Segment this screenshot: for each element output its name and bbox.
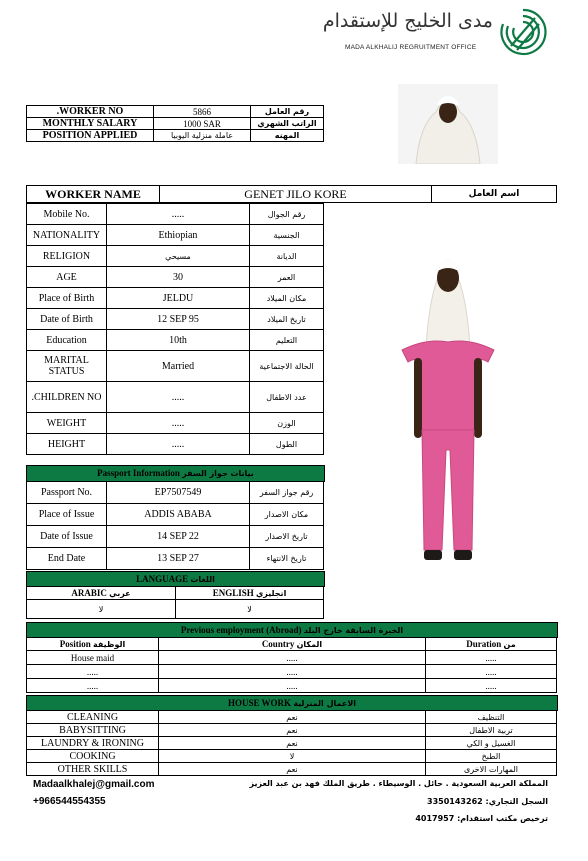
children-label-ar: عدد الاطفال <box>250 382 324 413</box>
full-body-photo <box>396 250 500 572</box>
position-header-en: Position <box>59 639 91 649</box>
table-row <box>27 330 324 351</box>
passport-no-label: Passport No. <box>27 482 107 504</box>
house-work-table <box>26 710 557 776</box>
issue-place-label: Place of Issue <box>27 504 107 526</box>
table-row <box>27 548 324 570</box>
height-label: HEIGHT <box>27 434 107 455</box>
country-header-en: Country <box>261 639 295 649</box>
laundry-value: نعم <box>159 737 426 750</box>
nationality-label-ar: الجنسية <box>250 225 324 246</box>
table-row <box>27 267 324 288</box>
headshot-photo <box>398 84 498 164</box>
position-column-header <box>27 638 159 651</box>
passport-header-ar: بيانات جواز السفر <box>182 469 254 478</box>
position-value: عاملة منزلية اليوبيا <box>154 130 251 142</box>
footer-address: المملكة العربية السعودية . حائل . الوسيطاء . طريق الملك فهد بن عبد العزيز <box>249 779 548 788</box>
worker-no-row <box>27 106 324 118</box>
employment-header-en: Previous employment (Abroad) <box>180 625 302 635</box>
mobile-value: ..... <box>107 204 250 225</box>
mobile-label-ar: رقم الجوال <box>250 204 324 225</box>
employment-position: ..... <box>27 665 159 679</box>
cleaning-label-ar: التنظيف <box>426 711 557 724</box>
table-row <box>27 225 324 246</box>
worker-no-label-ar: رقم العامل <box>251 106 324 118</box>
employment-country: ..... <box>159 665 426 679</box>
cooking-label-ar: الطبخ <box>426 750 557 763</box>
logo-emblem-icon <box>497 6 549 58</box>
table-row <box>27 679 557 693</box>
table-row <box>27 288 324 309</box>
end-date-label-ar: تاريخ الانتهاء <box>250 548 324 570</box>
education-value: 10th <box>107 330 250 351</box>
table-row <box>27 413 324 434</box>
birthplace-label: Place of Birth <box>27 288 107 309</box>
duration-column-header <box>426 638 557 651</box>
weight-label-ar: الوزن <box>250 413 324 434</box>
religion-value: مسيحي <box>107 246 250 267</box>
education-label: Education <box>27 330 107 351</box>
house-work-header-ar: الاعمال المنزلية <box>293 699 357 708</box>
table-row <box>27 724 557 737</box>
table-row <box>27 763 557 776</box>
children-value: ..... <box>107 382 250 413</box>
mobile-label: Mobile No. <box>27 204 107 225</box>
license-label: ترخيص مكتب استقدام: <box>457 814 548 823</box>
other-skills-label-ar: المهارات الاخرى <box>426 763 557 776</box>
end-date-label: End Date <box>27 548 107 570</box>
worker-name-label-ar: اسم العامل <box>432 186 557 203</box>
laundry-label-ar: الغسيل و الكي <box>426 737 557 750</box>
birthdate-value: 12 SEP 95 <box>107 309 250 330</box>
cleaning-label: CLEANING <box>27 711 159 724</box>
personal-details-table <box>26 203 324 455</box>
footer-cr <box>427 797 548 806</box>
top-info-table <box>26 105 324 142</box>
babysitting-label: BABYSITTING <box>27 724 159 737</box>
other-skills-label: OTHER SKILLS <box>27 763 159 776</box>
language-table <box>26 586 324 619</box>
logo <box>322 6 555 56</box>
table-row <box>27 651 557 665</box>
cleaning-value: نعم <box>159 711 426 724</box>
arabic-label-en: ARABIC <box>71 588 107 598</box>
language-header <box>26 571 325 587</box>
employment-duration: ..... <box>426 679 557 693</box>
passport-table <box>26 481 324 570</box>
table-row <box>27 382 324 413</box>
worker-no-label: .WORKER NO <box>27 106 154 118</box>
employment-header <box>26 622 558 638</box>
issue-date-value: 14 SEP 22 <box>107 526 250 548</box>
english-level-value: لا <box>176 600 324 619</box>
babysitting-value: نعم <box>159 724 426 737</box>
marital-label-ar: الحالة الاجتماعية <box>250 351 324 382</box>
english-language-label <box>176 587 324 600</box>
passport-no-value: EP7507549 <box>107 482 250 504</box>
position-label-ar: المهنه <box>251 130 324 142</box>
worker-name-label: WORKER NAME <box>27 186 160 203</box>
table-row <box>27 482 324 504</box>
house-work-header <box>26 695 558 711</box>
table-row <box>27 504 324 526</box>
salary-label: MONTHLY SALARY <box>27 118 154 130</box>
height-value: ..... <box>107 434 250 455</box>
cooking-value: لا <box>159 750 426 763</box>
english-label-en: ENGLISH <box>212 588 254 598</box>
table-row <box>27 665 557 679</box>
license-number: 4017957 <box>415 814 455 823</box>
country-column-header <box>159 638 426 651</box>
babysitting-label-ar: تربية الاطفال <box>426 724 557 737</box>
salary-label-ar: الراتب الشهري <box>251 118 324 130</box>
issue-place-label-ar: مكان الاصدار <box>250 504 324 526</box>
birthdate-label-ar: تاريخ الميلاد <box>250 309 324 330</box>
table-row <box>27 711 557 724</box>
table-row <box>27 750 557 763</box>
cr-number: 3350143262 <box>427 797 483 806</box>
logo-arabic: مدى الخليج للإستقدام <box>322 10 493 32</box>
house-work-header-en: HOUSE WORK <box>227 698 292 708</box>
issue-date-label-ar: تاريخ الاصدار <box>250 526 324 548</box>
weight-value: ..... <box>107 413 250 434</box>
logo-english: MADA ALKHALIJ REGRUITMENT OFFICE <box>345 44 477 51</box>
religion-label: RELIGION <box>27 246 107 267</box>
employment-duration: ..... <box>426 665 557 679</box>
employment-position: ..... <box>27 679 159 693</box>
language-header-ar: اللغات <box>190 575 215 584</box>
religion-label-ar: الديانة <box>250 246 324 267</box>
birthdate-label: Date of Birth <box>27 309 107 330</box>
arabic-language-label <box>27 587 176 600</box>
table-row <box>27 434 324 455</box>
laundry-label: LAUNDRY & IRONING <box>27 737 159 750</box>
employment-country: ..... <box>159 679 426 693</box>
nationality-label: NATIONALITY <box>27 225 107 246</box>
education-label-ar: التعليم <box>250 330 324 351</box>
nationality-value: Ethiopian <box>107 225 250 246</box>
salary-value: 1000 SAR <box>154 118 251 130</box>
duration-header-ar: من <box>503 640 516 649</box>
salary-row <box>27 118 324 130</box>
worker-name-value: GENET JILO KORE <box>160 186 432 203</box>
footer-phone[interactable]: +966544554355 <box>33 796 106 807</box>
table-row <box>27 204 324 225</box>
arabic-level-value: لا <box>27 600 176 619</box>
marital-value: Married <box>107 351 250 382</box>
language-header-en: LANGUAGE <box>136 574 189 584</box>
age-label-ar: العمر <box>250 267 324 288</box>
passport-no-label-ar: رقم جواز السفر <box>250 482 324 504</box>
birthplace-value: JELDU <box>107 288 250 309</box>
footer-license <box>415 814 548 823</box>
other-skills-value: نعم <box>159 763 426 776</box>
marital-label: MARITAL STATUS <box>27 351 107 382</box>
age-label: AGE <box>27 267 107 288</box>
table-row <box>27 737 557 750</box>
table-row <box>27 351 324 382</box>
employment-position: House maid <box>27 651 159 665</box>
weight-label: WEIGHT <box>27 413 107 434</box>
employment-country: ..... <box>159 651 426 665</box>
table-row <box>27 309 324 330</box>
age-value: 30 <box>107 267 250 288</box>
arabic-label-ar: عربي <box>109 589 131 598</box>
cooking-label: COOKING <box>27 750 159 763</box>
employment-table <box>26 637 557 693</box>
table-row <box>27 526 324 548</box>
country-header-ar: المكان <box>296 640 323 649</box>
end-date-value: 13 SEP 27 <box>107 548 250 570</box>
issue-place-value: ADDIS ABABA <box>107 504 250 526</box>
table-row <box>27 246 324 267</box>
position-label: POSITION APPLIED <box>27 130 154 142</box>
position-row <box>27 130 324 142</box>
duration-header-en: Duration <box>466 639 502 649</box>
footer-email[interactable]: Madaalkhalej@gmail.com <box>33 779 155 790</box>
employment-header-ar: الخبرة السابقة خارج البلد <box>303 626 404 635</box>
worker-no-value: 5866 <box>154 106 251 118</box>
worker-name-table <box>26 185 557 203</box>
passport-header-en: Passport Information <box>97 468 180 478</box>
passport-header <box>26 465 325 482</box>
employment-duration: ..... <box>426 651 557 665</box>
cr-label: السجل التجاري: <box>485 797 548 806</box>
children-label: .CHILDREN NO <box>27 382 107 413</box>
height-label-ar: الطول <box>250 434 324 455</box>
birthplace-label-ar: مكان الميلاد <box>250 288 324 309</box>
english-label-ar: انجليزي <box>255 589 287 598</box>
issue-date-label: Date of Issue <box>27 526 107 548</box>
position-header-ar: الوظيفة <box>93 640 126 649</box>
